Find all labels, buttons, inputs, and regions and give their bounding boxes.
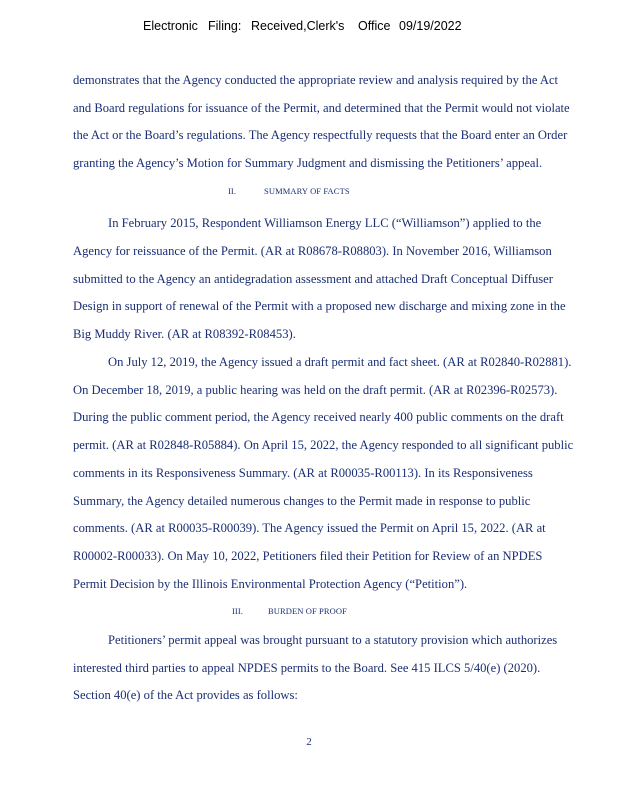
section-title: BURDEN OF PROOF bbox=[268, 606, 347, 616]
text-line: the Act or the Board’s regulations. The Agency respectfully requests that the Board enter an Order bbox=[73, 128, 568, 142]
page-number: 2 bbox=[306, 736, 312, 748]
filing-stamp-header bbox=[0, 19, 618, 103]
section-title: SUMMARY OF FACTS bbox=[264, 186, 350, 196]
section-number: III. bbox=[232, 606, 244, 616]
text-line: demonstrates that the Agency conducted the appropriate review and analysis required by the Act bbox=[73, 73, 559, 87]
header-received: Received,Clerk's bbox=[251, 19, 345, 33]
text-line: R00002-R00033). On May 10, 2022, Petitioners filed their Petition for Review of an NPDES bbox=[73, 549, 543, 563]
text-line: During the public comment period, the Agency received nearly 400 public comments on the draft bbox=[73, 410, 564, 424]
header-filing: Filing: bbox=[208, 19, 242, 33]
text-line: On July 12, 2019, the Agency issued a draft permit and fact sheet. (AR at R02840-R02881). bbox=[108, 355, 572, 369]
section-heading-burden-of-proof bbox=[232, 606, 347, 616]
text-line: Big Muddy River. (AR at R08392-R08453). bbox=[73, 327, 296, 341]
text-line: Agency for reissuance of the Permit. (AR at R08678-R08803). In November 2016, Williamson bbox=[73, 244, 552, 258]
text-line: Permit Decision by the Illinois Environmental Protection Agency (“Petition”). bbox=[73, 577, 468, 591]
section-heading-summary-of-facts bbox=[228, 186, 350, 196]
text-line: On December 18, 2019, a public hearing was held on the draft permit. (AR at R02396-R02573). bbox=[73, 383, 558, 397]
text-line: submitted to the Agency an antidegradation assessment and attached Draft Conceptual Diffuser bbox=[73, 272, 553, 286]
section-number: II. bbox=[228, 186, 237, 196]
text-line: comments in its Responsiveness Summary. (AR at R00035-R00113). In its Responsiveness bbox=[73, 466, 533, 480]
text-line: interested third parties to appeal NPDES permits to the Board. See 415 ILCS 5/40(e) (2020). bbox=[73, 661, 541, 675]
text-line: comments. (AR at R00035-R00039). The Agency issued the Permit on April 15, 2022. (AR at bbox=[73, 521, 546, 535]
text-line: granting the Agency’s Motion for Summary Judgment and dismissing the Petitioners’ appeal. bbox=[73, 156, 543, 170]
text-line: Petitioners’ permit appeal was brought pursuant to a statutory provision which authorizes bbox=[108, 633, 558, 647]
text-line: permit. (AR at R02848-R05884). On April 15, 2022, the Agency responded to all significant public bbox=[73, 438, 574, 452]
header-date: 09/19/2022 bbox=[399, 19, 462, 33]
text-line: and Board regulations for issuance of the Permit, and determined that the Permit would not violate bbox=[73, 101, 570, 115]
text-line: Design in support of renewal of the Permit with a proposed new discharge and mixing zone in the bbox=[73, 299, 566, 313]
text-line: In February 2015, Respondent Williamson Energy LLC (“Williamson”) applied to the bbox=[108, 216, 542, 230]
header-office: Office bbox=[358, 19, 391, 33]
text-line: Summary, the Agency detailed numerous changes to the Permit made in response to public bbox=[73, 494, 531, 508]
header-electronic: Electronic bbox=[143, 19, 198, 33]
text-line: Section 40(e) of the Act provides as follows: bbox=[73, 688, 298, 702]
